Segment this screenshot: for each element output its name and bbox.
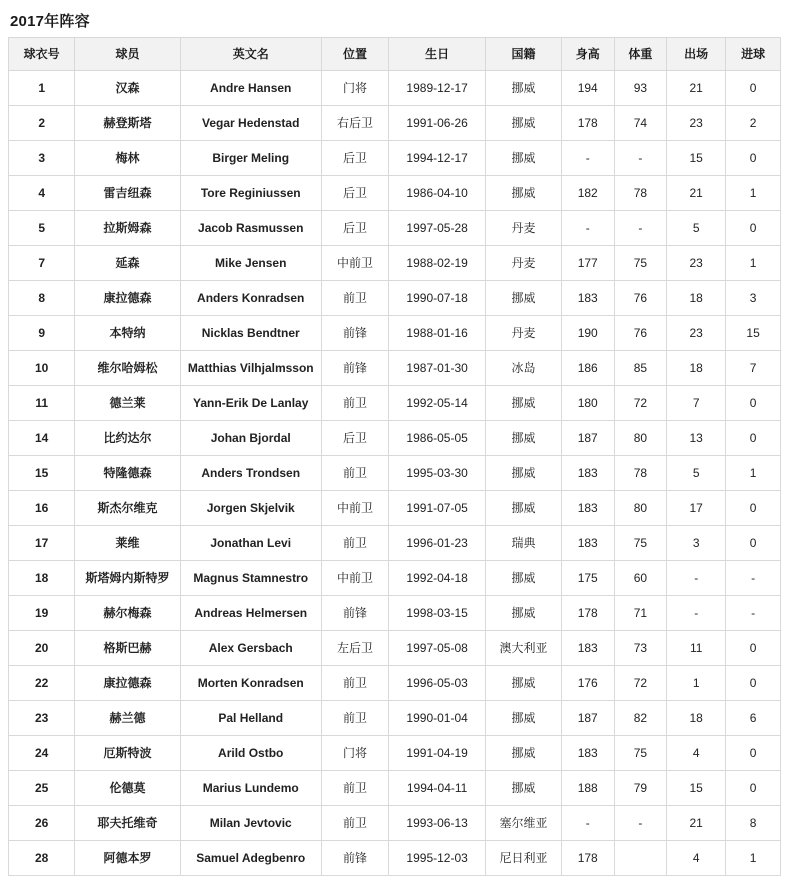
cell-nationality: 挪威 [486, 456, 562, 491]
cell-number: 17 [9, 526, 75, 561]
cell-birthday: 1993-06-13 [389, 806, 486, 841]
cell-number: 15 [9, 456, 75, 491]
cell-appearances: 18 [667, 281, 726, 316]
cell-appearances: 3 [667, 526, 726, 561]
column-header-english: 英文名 [180, 38, 321, 71]
cell-position: 中前卫 [321, 246, 388, 281]
cell-weight: 71 [614, 596, 667, 631]
cell-birthday: 1990-07-18 [389, 281, 486, 316]
cell-position: 中前卫 [321, 561, 388, 596]
cell-nationality: 挪威 [486, 176, 562, 211]
cell-appearances: 7 [667, 386, 726, 421]
cell-appearances: 1 [667, 666, 726, 701]
cell-appearances: 21 [667, 176, 726, 211]
cell-appearances: - [667, 561, 726, 596]
cell-height: 175 [561, 561, 614, 596]
column-header-weight: 体重 [614, 38, 667, 71]
cell-goals: 3 [726, 281, 781, 316]
cell-height: 183 [561, 631, 614, 666]
cell-goals: 0 [726, 631, 781, 666]
cell-birthday: 1996-01-23 [389, 526, 486, 561]
cell-birthday: 1991-07-05 [389, 491, 486, 526]
column-header-goals: 进球 [726, 38, 781, 71]
cell-nationality: 塞尔维亚 [486, 806, 562, 841]
cell-player-name: 拉斯姆森 [75, 211, 180, 246]
cell-height: 190 [561, 316, 614, 351]
cell-birthday: 1995-03-30 [389, 456, 486, 491]
cell-goals: - [726, 596, 781, 631]
cell-english-name: Anders Konradsen [180, 281, 321, 316]
table-body [9, 71, 781, 876]
cell-position: 门将 [321, 736, 388, 771]
cell-nationality: 瑞典 [486, 526, 562, 561]
cell-appearances: 21 [667, 806, 726, 841]
cell-birthday: 1992-05-14 [389, 386, 486, 421]
cell-weight: 76 [614, 316, 667, 351]
cell-english-name: Andreas Helmersen [180, 596, 321, 631]
cell-nationality: 挪威 [486, 666, 562, 701]
cell-appearances: 21 [667, 71, 726, 106]
cell-player-name: 汉森 [75, 71, 180, 106]
cell-height: 186 [561, 351, 614, 386]
table-row [9, 316, 781, 351]
cell-position: 后卫 [321, 141, 388, 176]
cell-position: 右后卫 [321, 106, 388, 141]
cell-goals: 1 [726, 176, 781, 211]
cell-english-name: Andre Hansen [180, 71, 321, 106]
cell-goals: 8 [726, 806, 781, 841]
cell-player-name: 本特纳 [75, 316, 180, 351]
cell-appearances: 13 [667, 421, 726, 456]
cell-position: 后卫 [321, 176, 388, 211]
cell-english-name: Magnus Stamnestro [180, 561, 321, 596]
cell-height: 188 [561, 771, 614, 806]
cell-weight: 74 [614, 106, 667, 141]
cell-player-name: 康拉德森 [75, 281, 180, 316]
cell-number: 28 [9, 841, 75, 876]
cell-weight: 73 [614, 631, 667, 666]
table-row [9, 491, 781, 526]
cell-appearances: 18 [667, 351, 726, 386]
cell-nationality: 挪威 [486, 701, 562, 736]
cell-position: 前卫 [321, 281, 388, 316]
cell-player-name: 耶夫托维奇 [75, 806, 180, 841]
cell-position: 门将 [321, 71, 388, 106]
cell-number: 18 [9, 561, 75, 596]
cell-height: 178 [561, 841, 614, 876]
cell-goals: 0 [726, 211, 781, 246]
table-row [9, 806, 781, 841]
cell-weight [614, 841, 667, 876]
cell-weight: 72 [614, 666, 667, 701]
column-header-player: 球员 [75, 38, 180, 71]
cell-height: 183 [561, 281, 614, 316]
cell-player-name: 康拉德森 [75, 666, 180, 701]
table-row [9, 526, 781, 561]
cell-goals: 6 [726, 701, 781, 736]
cell-goals: - [726, 561, 781, 596]
cell-number: 3 [9, 141, 75, 176]
cell-goals: 0 [726, 771, 781, 806]
cell-height: - [561, 141, 614, 176]
cell-goals: 1 [726, 246, 781, 281]
cell-nationality: 挪威 [486, 596, 562, 631]
table-row [9, 211, 781, 246]
cell-player-name: 雷吉纽森 [75, 176, 180, 211]
cell-player-name: 斯塔姆内斯特罗 [75, 561, 180, 596]
page-title: 2017年阵容 [10, 13, 90, 30]
cell-number: 25 [9, 771, 75, 806]
cell-number: 2 [9, 106, 75, 141]
cell-appearances: 15 [667, 771, 726, 806]
cell-appearances: 17 [667, 491, 726, 526]
cell-goals: 2 [726, 106, 781, 141]
cell-position: 前卫 [321, 526, 388, 561]
cell-goals: 0 [726, 421, 781, 456]
table-row [9, 701, 781, 736]
table-row [9, 631, 781, 666]
cell-weight: - [614, 141, 667, 176]
cell-appearances: 4 [667, 841, 726, 876]
column-header-birthday: 生日 [389, 38, 486, 71]
cell-english-name: Samuel Adegbenro [180, 841, 321, 876]
cell-height: 182 [561, 176, 614, 211]
cell-position: 前卫 [321, 806, 388, 841]
cell-weight: 82 [614, 701, 667, 736]
cell-weight: 75 [614, 736, 667, 771]
cell-birthday: 1990-01-04 [389, 701, 486, 736]
cell-position: 前卫 [321, 701, 388, 736]
column-header-height: 身高 [561, 38, 614, 71]
cell-goals: 0 [726, 666, 781, 701]
cell-birthday: 1998-03-15 [389, 596, 486, 631]
cell-goals: 7 [726, 351, 781, 386]
cell-goals: 0 [726, 736, 781, 771]
cell-number: 26 [9, 806, 75, 841]
cell-player-name: 赫尔梅森 [75, 596, 180, 631]
cell-height: 176 [561, 666, 614, 701]
cell-goals: 1 [726, 841, 781, 876]
cell-goals: 0 [726, 71, 781, 106]
cell-appearances: 5 [667, 456, 726, 491]
cell-weight: 80 [614, 491, 667, 526]
cell-nationality: 冰岛 [486, 351, 562, 386]
cell-height: 183 [561, 736, 614, 771]
cell-birthday: 1991-06-26 [389, 106, 486, 141]
cell-position: 左后卫 [321, 631, 388, 666]
cell-goals: 0 [726, 491, 781, 526]
cell-number: 19 [9, 596, 75, 631]
cell-number: 5 [9, 211, 75, 246]
cell-english-name: Birger Meling [180, 141, 321, 176]
cell-appearances: 4 [667, 736, 726, 771]
table-row [9, 71, 781, 106]
table-row [9, 771, 781, 806]
cell-birthday: 1992-04-18 [389, 561, 486, 596]
cell-position: 前卫 [321, 456, 388, 491]
cell-appearances: 23 [667, 106, 726, 141]
cell-number: 22 [9, 666, 75, 701]
cell-position: 前锋 [321, 596, 388, 631]
cell-player-name: 莱维 [75, 526, 180, 561]
cell-weight: - [614, 806, 667, 841]
cell-birthday: 1994-04-11 [389, 771, 486, 806]
cell-weight: 75 [614, 246, 667, 281]
cell-number: 24 [9, 736, 75, 771]
cell-position: 后卫 [321, 211, 388, 246]
cell-goals: 0 [726, 526, 781, 561]
cell-english-name: Johan Bjordal [180, 421, 321, 456]
cell-nationality: 挪威 [486, 141, 562, 176]
table-row [9, 281, 781, 316]
cell-english-name: Marius Lundemo [180, 771, 321, 806]
cell-height: 178 [561, 106, 614, 141]
cell-nationality: 挪威 [486, 71, 562, 106]
table-row [9, 561, 781, 596]
cell-weight: 76 [614, 281, 667, 316]
cell-nationality: 挪威 [486, 736, 562, 771]
cell-number: 16 [9, 491, 75, 526]
table-row [9, 736, 781, 771]
table-row [9, 176, 781, 211]
cell-weight: 93 [614, 71, 667, 106]
cell-english-name: Anders Trondsen [180, 456, 321, 491]
cell-english-name: Jorgen Skjelvik [180, 491, 321, 526]
cell-height: 183 [561, 526, 614, 561]
table-row [9, 106, 781, 141]
cell-nationality: 澳大利亚 [486, 631, 562, 666]
cell-height: - [561, 211, 614, 246]
cell-appearances: 23 [667, 316, 726, 351]
cell-goals: 0 [726, 141, 781, 176]
cell-english-name: Jacob Rasmussen [180, 211, 321, 246]
cell-birthday: 1994-12-17 [389, 141, 486, 176]
cell-nationality: 挪威 [486, 421, 562, 456]
cell-weight: 79 [614, 771, 667, 806]
cell-height: 178 [561, 596, 614, 631]
cell-english-name: Jonathan Levi [180, 526, 321, 561]
cell-height: - [561, 806, 614, 841]
cell-weight: 78 [614, 456, 667, 491]
cell-english-name: Mike Jensen [180, 246, 321, 281]
table-row [9, 351, 781, 386]
cell-player-name: 阿德本罗 [75, 841, 180, 876]
cell-appearances: 11 [667, 631, 726, 666]
cell-english-name: Milan Jevtovic [180, 806, 321, 841]
cell-player-name: 德兰莱 [75, 386, 180, 421]
cell-nationality: 挪威 [486, 281, 562, 316]
cell-birthday: 1995-12-03 [389, 841, 486, 876]
cell-english-name: Pal Helland [180, 701, 321, 736]
cell-birthday: 1996-05-03 [389, 666, 486, 701]
cell-birthday: 1997-05-08 [389, 631, 486, 666]
cell-player-name: 延森 [75, 246, 180, 281]
cell-english-name: Alex Gersbach [180, 631, 321, 666]
cell-number: 14 [9, 421, 75, 456]
cell-player-name: 比约达尔 [75, 421, 180, 456]
cell-player-name: 厄斯特波 [75, 736, 180, 771]
cell-appearances: 18 [667, 701, 726, 736]
cell-number: 9 [9, 316, 75, 351]
column-header-appearances: 出场 [667, 38, 726, 71]
cell-position: 前锋 [321, 316, 388, 351]
cell-position: 后卫 [321, 421, 388, 456]
cell-nationality: 丹麦 [486, 316, 562, 351]
cell-english-name: Morten Konradsen [180, 666, 321, 701]
table-row [9, 421, 781, 456]
cell-nationality: 挪威 [486, 491, 562, 526]
column-header-position: 位置 [321, 38, 388, 71]
cell-player-name: 斯杰尔维克 [75, 491, 180, 526]
cell-number: 1 [9, 71, 75, 106]
cell-position: 前锋 [321, 841, 388, 876]
cell-player-name: 伦德莫 [75, 771, 180, 806]
cell-number: 8 [9, 281, 75, 316]
cell-position: 中前卫 [321, 491, 388, 526]
table-header-row [9, 38, 781, 71]
cell-position: 前卫 [321, 666, 388, 701]
cell-goals: 15 [726, 316, 781, 351]
cell-weight: 72 [614, 386, 667, 421]
cell-birthday: 1989-12-17 [389, 71, 486, 106]
cell-birthday: 1986-04-10 [389, 176, 486, 211]
column-header-nationality: 国籍 [486, 38, 562, 71]
cell-weight: 75 [614, 526, 667, 561]
table-row [9, 456, 781, 491]
cell-english-name: Matthias Vilhjalmsson [180, 351, 321, 386]
cell-birthday: 1988-01-16 [389, 316, 486, 351]
cell-appearances: 5 [667, 211, 726, 246]
cell-number: 11 [9, 386, 75, 421]
table-row [9, 596, 781, 631]
cell-height: 177 [561, 246, 614, 281]
cell-number: 10 [9, 351, 75, 386]
cell-weight: - [614, 211, 667, 246]
cell-goals: 0 [726, 386, 781, 421]
table-header [9, 38, 781, 71]
cell-birthday: 1986-05-05 [389, 421, 486, 456]
cell-player-name: 赫登斯塔 [75, 106, 180, 141]
cell-number: 23 [9, 701, 75, 736]
cell-player-name: 格斯巴赫 [75, 631, 180, 666]
cell-player-name: 维尔哈姆松 [75, 351, 180, 386]
cell-goals: 1 [726, 456, 781, 491]
cell-nationality: 挪威 [486, 106, 562, 141]
cell-height: 187 [561, 421, 614, 456]
cell-position: 前锋 [321, 351, 388, 386]
roster-table [8, 37, 781, 876]
table-row [9, 246, 781, 281]
cell-height: 183 [561, 456, 614, 491]
cell-birthday: 1997-05-28 [389, 211, 486, 246]
cell-birthday: 1987-01-30 [389, 351, 486, 386]
cell-weight: 78 [614, 176, 667, 211]
cell-player-name: 特隆德森 [75, 456, 180, 491]
table-row [9, 841, 781, 876]
cell-number: 20 [9, 631, 75, 666]
cell-nationality: 丹麦 [486, 246, 562, 281]
cell-nationality: 尼日利亚 [486, 841, 562, 876]
cell-appearances: - [667, 596, 726, 631]
table-row [9, 386, 781, 421]
cell-weight: 80 [614, 421, 667, 456]
cell-english-name: Tore Reginiussen [180, 176, 321, 211]
cell-weight: 85 [614, 351, 667, 386]
cell-birthday: 1988-02-19 [389, 246, 486, 281]
cell-english-name: Vegar Hedenstad [180, 106, 321, 141]
cell-nationality: 丹麦 [486, 211, 562, 246]
cell-position: 前卫 [321, 386, 388, 421]
cell-height: 183 [561, 491, 614, 526]
cell-appearances: 15 [667, 141, 726, 176]
cell-english-name: Arild Ostbo [180, 736, 321, 771]
cell-nationality: 挪威 [486, 771, 562, 806]
cell-height: 194 [561, 71, 614, 106]
table-row [9, 141, 781, 176]
cell-height: 180 [561, 386, 614, 421]
table-row [9, 666, 781, 701]
cell-english-name: Yann-Erik De Lanlay [180, 386, 321, 421]
cell-position: 前卫 [321, 771, 388, 806]
cell-birthday: 1991-04-19 [389, 736, 486, 771]
cell-number: 7 [9, 246, 75, 281]
cell-weight: 60 [614, 561, 667, 596]
cell-nationality: 挪威 [486, 561, 562, 596]
cell-player-name: 赫兰德 [75, 701, 180, 736]
cell-number: 4 [9, 176, 75, 211]
cell-appearances: 23 [667, 246, 726, 281]
cell-height: 187 [561, 701, 614, 736]
cell-english-name: Nicklas Bendtner [180, 316, 321, 351]
cell-nationality: 挪威 [486, 386, 562, 421]
column-header-number: 球衣号 [9, 38, 75, 71]
cell-player-name: 梅林 [75, 141, 180, 176]
